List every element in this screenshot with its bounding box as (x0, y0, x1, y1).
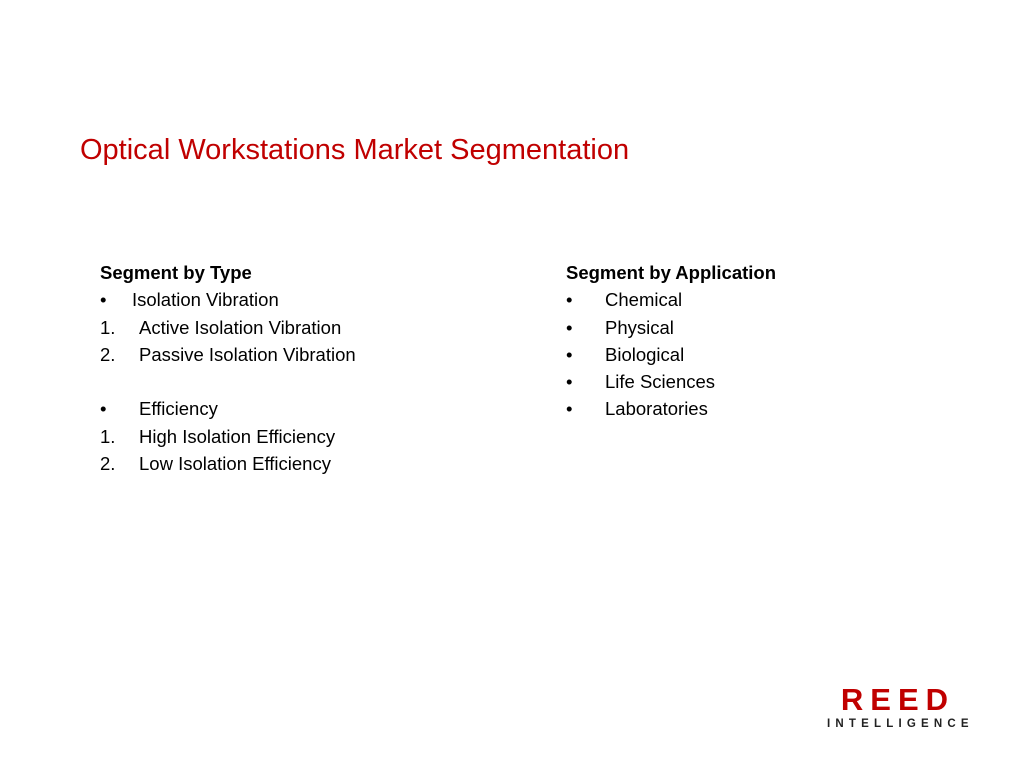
list-item (100, 341, 530, 368)
number-marker: 2. (100, 453, 116, 475)
logo-wordmark: REED (840, 682, 956, 717)
number-marker: 2. (100, 343, 116, 365)
list-item-text: Active Isolation Vibration (139, 316, 342, 338)
list-item (100, 395, 530, 422)
list-item (100, 423, 530, 450)
list-item (566, 286, 966, 313)
list-item-text: Chemical (605, 289, 683, 311)
list-item-text: Low Isolation Efficiency (139, 453, 331, 475)
bullet-marker: • (100, 289, 107, 311)
bullet-marker: • (566, 316, 573, 338)
list-item-text: High Isolation Efficiency (139, 425, 336, 447)
bullet-marker: • (100, 398, 107, 420)
list-item (100, 314, 530, 341)
list-item-text: Efficiency (139, 398, 218, 420)
list-item (100, 450, 530, 477)
segment-by-type-column (100, 259, 530, 477)
bullet-marker: • (566, 289, 573, 311)
number-marker: 1. (100, 425, 116, 447)
bullet-marker: • (566, 398, 573, 420)
list-item (566, 395, 966, 422)
list-item-text: Physical (605, 316, 674, 338)
page-title: Optical Workstations Market Segmentation (80, 134, 630, 166)
list-item-text: Biological (605, 343, 685, 365)
reed-intelligence-logo (822, 682, 974, 731)
number-marker: 1. (100, 316, 116, 338)
list-item (566, 368, 966, 395)
list-item-text: Isolation Vibration (132, 289, 279, 311)
segment-by-application-heading: Segment by Application (566, 262, 777, 283)
list-item (100, 286, 530, 313)
segment-by-application-column (566, 259, 966, 423)
list-item (566, 314, 966, 341)
blank-line (100, 368, 530, 395)
list-item-text: Passive Isolation Vibration (139, 343, 356, 365)
bullet-marker: • (566, 371, 573, 393)
segment-by-type-heading: Segment by Type (100, 262, 252, 283)
bullet-marker: • (566, 343, 573, 365)
logo-tagline: INTELLIGENCE (827, 718, 974, 730)
list-item-text: Life Sciences (605, 371, 716, 393)
list-item (566, 341, 966, 368)
list-item-text: Laboratories (605, 398, 708, 420)
